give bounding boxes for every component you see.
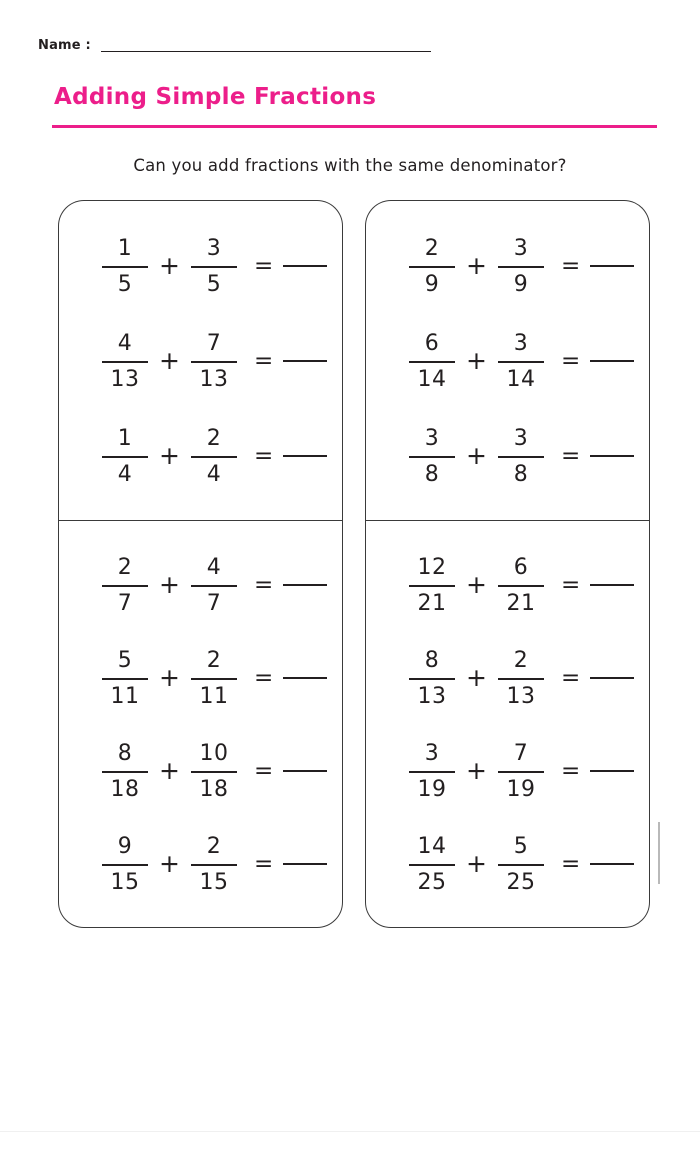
fraction-second — [186, 649, 242, 707]
denominator: 19 — [417, 776, 447, 802]
numerator: 3 — [424, 426, 440, 452]
answer-blank[interactable] — [283, 863, 327, 865]
plus-icon: + — [466, 346, 487, 375]
plus-icon: + — [159, 849, 180, 878]
fraction-bar — [498, 456, 544, 458]
fraction-bar — [191, 771, 237, 773]
fraction-bar — [498, 585, 544, 587]
denominator: 9 — [513, 271, 529, 297]
equals-icon: = — [560, 442, 581, 469]
fraction-bar — [191, 678, 237, 680]
fraction-bar — [102, 771, 148, 773]
problem-row — [378, 725, 637, 818]
fraction-second — [493, 237, 549, 295]
name-row — [38, 38, 431, 55]
fraction-first — [404, 556, 460, 614]
fraction-bar — [102, 456, 148, 458]
plus-icon: + — [466, 441, 487, 470]
fraction-first — [97, 332, 153, 390]
fraction-bar — [409, 864, 455, 866]
answer-blank[interactable] — [283, 584, 327, 586]
problem-row — [378, 539, 637, 632]
answer-blank[interactable] — [590, 265, 634, 267]
numerator: 3 — [513, 331, 529, 357]
answer-blank[interactable] — [283, 265, 327, 267]
fraction-first — [97, 427, 153, 485]
equals-icon: = — [560, 347, 581, 374]
equals-icon: = — [560, 252, 581, 279]
denominator: 5 — [117, 271, 133, 297]
fraction-bar — [498, 678, 544, 680]
fraction-bar — [191, 266, 237, 268]
denominator: 25 — [506, 869, 536, 895]
numerator: 6 — [513, 555, 529, 581]
problem-row — [71, 818, 330, 911]
numerator: 2 — [206, 426, 222, 452]
plus-icon: + — [466, 663, 487, 692]
page-title: Adding Simple Fractions — [54, 84, 377, 110]
fraction-bar — [409, 771, 455, 773]
fraction-bar — [102, 266, 148, 268]
fraction-first — [97, 835, 153, 893]
numerator: 2 — [206, 648, 222, 674]
numerator: 1 — [117, 426, 133, 452]
fraction-first — [404, 649, 460, 707]
answer-blank[interactable] — [590, 455, 634, 457]
numerator: 2 — [117, 555, 133, 581]
numerator: 4 — [206, 555, 222, 581]
fraction-bar — [191, 585, 237, 587]
fraction-bar — [498, 771, 544, 773]
numerator: 5 — [513, 834, 529, 860]
denominator: 11 — [110, 683, 140, 709]
problem-row — [378, 314, 637, 409]
fraction-bar — [102, 678, 148, 680]
answer-blank[interactable] — [590, 770, 634, 772]
numerator: 2 — [206, 834, 222, 860]
equals-icon: = — [253, 347, 274, 374]
denominator: 13 — [506, 683, 536, 709]
numerator: 3 — [513, 236, 529, 262]
denominator: 13 — [110, 366, 140, 392]
numerator: 12 — [417, 555, 447, 581]
fraction-bar — [498, 266, 544, 268]
answer-blank[interactable] — [590, 677, 634, 679]
numerator: 2 — [513, 648, 529, 674]
denominator: 14 — [417, 366, 447, 392]
denominator: 4 — [117, 461, 133, 487]
equals-icon: = — [253, 252, 274, 279]
panel-bottom-right — [365, 520, 650, 928]
fraction-first — [97, 742, 153, 800]
name-label: Name : — [38, 38, 91, 53]
fraction-bar — [191, 864, 237, 866]
denominator: 7 — [117, 590, 133, 616]
numerator: 6 — [424, 331, 440, 357]
panel-bottom-left — [58, 520, 343, 928]
fraction-second — [493, 427, 549, 485]
numerator: 7 — [513, 741, 529, 767]
fraction-second — [493, 649, 549, 707]
equals-icon: = — [560, 664, 581, 691]
fraction-second — [186, 332, 242, 390]
answer-blank[interactable] — [590, 863, 634, 865]
fraction-second — [186, 427, 242, 485]
page-bottom-artifact — [0, 1131, 700, 1132]
denominator: 18 — [110, 776, 140, 802]
fraction-bar — [409, 361, 455, 363]
equals-icon: = — [253, 850, 274, 877]
numerator: 8 — [117, 741, 133, 767]
fraction-second — [493, 742, 549, 800]
numerator: 3 — [513, 426, 529, 452]
fraction-second — [186, 556, 242, 614]
equals-icon: = — [253, 664, 274, 691]
fraction-bar — [409, 456, 455, 458]
plus-icon: + — [466, 251, 487, 280]
fraction-second — [186, 237, 242, 295]
numerator: 9 — [117, 834, 133, 860]
problem-row — [71, 409, 330, 504]
fraction-bar — [102, 361, 148, 363]
numerator: 5 — [117, 648, 133, 674]
denominator: 4 — [206, 461, 222, 487]
denominator: 11 — [199, 683, 229, 709]
fraction-first — [404, 427, 460, 485]
plus-icon: + — [466, 570, 487, 599]
denominator: 19 — [506, 776, 536, 802]
problem-row — [71, 219, 330, 314]
plus-icon: + — [159, 570, 180, 599]
fraction-bar — [191, 361, 237, 363]
plus-icon: + — [159, 756, 180, 785]
fraction-bar — [498, 864, 544, 866]
denominator: 25 — [417, 869, 447, 895]
denominator: 21 — [417, 590, 447, 616]
plus-icon: + — [159, 251, 180, 280]
denominator: 21 — [506, 590, 536, 616]
fraction-bar — [102, 864, 148, 866]
fraction-bar — [409, 585, 455, 587]
equals-icon: = — [560, 850, 581, 877]
answer-blank[interactable] — [283, 455, 327, 457]
problem-row — [71, 632, 330, 725]
fraction-second — [493, 332, 549, 390]
numerator: 8 — [424, 648, 440, 674]
answer-blank[interactable] — [590, 584, 634, 586]
plus-icon: + — [159, 663, 180, 692]
problem-row — [71, 314, 330, 409]
equals-icon: = — [253, 757, 274, 784]
page-edge-artifact — [658, 822, 660, 884]
plus-icon: + — [466, 849, 487, 878]
numerator: 2 — [424, 236, 440, 262]
answer-blank[interactable] — [283, 770, 327, 772]
denominator: 18 — [199, 776, 229, 802]
plus-icon: + — [159, 346, 180, 375]
numerator: 1 — [117, 236, 133, 262]
instruction-text: Can you add fractions with the same denominator? — [133, 156, 567, 175]
denominator: 9 — [424, 271, 440, 297]
problem-row — [71, 539, 330, 632]
title-divider — [52, 125, 657, 128]
fraction-second — [493, 835, 549, 893]
denominator: 14 — [506, 366, 536, 392]
fraction-first — [97, 556, 153, 614]
denominator: 15 — [110, 869, 140, 895]
numerator: 7 — [206, 331, 222, 357]
fraction-bar — [191, 456, 237, 458]
fraction-second — [493, 556, 549, 614]
problem-row — [378, 219, 637, 314]
problem-row — [378, 409, 637, 504]
numerator: 3 — [424, 741, 440, 767]
fraction-second — [186, 742, 242, 800]
fraction-bar — [409, 678, 455, 680]
denominator: 15 — [199, 869, 229, 895]
equals-icon: = — [253, 571, 274, 598]
answer-blank[interactable] — [283, 677, 327, 679]
problem-row — [71, 725, 330, 818]
name-input-line[interactable] — [101, 51, 431, 52]
numerator: 3 — [206, 236, 222, 262]
denominator: 8 — [513, 461, 529, 487]
answer-blank[interactable] — [283, 360, 327, 362]
problem-row — [378, 632, 637, 725]
panel-top-right — [365, 200, 650, 520]
plus-icon: + — [159, 441, 180, 470]
fraction-first — [404, 332, 460, 390]
numerator: 10 — [199, 741, 229, 767]
denominator: 5 — [206, 271, 222, 297]
equals-icon: = — [560, 571, 581, 598]
denominator: 8 — [424, 461, 440, 487]
fraction-bar — [102, 585, 148, 587]
fraction-second — [186, 835, 242, 893]
fraction-first — [97, 237, 153, 295]
fraction-bar — [498, 361, 544, 363]
numerator: 4 — [117, 331, 133, 357]
problem-panels — [58, 200, 658, 928]
fraction-first — [97, 649, 153, 707]
denominator: 13 — [199, 366, 229, 392]
problem-row — [378, 818, 637, 911]
fraction-first — [404, 237, 460, 295]
plus-icon: + — [466, 756, 487, 785]
denominator: 13 — [417, 683, 447, 709]
numerator: 14 — [417, 834, 447, 860]
fraction-bar — [409, 266, 455, 268]
answer-blank[interactable] — [590, 360, 634, 362]
denominator: 7 — [206, 590, 222, 616]
fraction-first — [404, 742, 460, 800]
equals-icon: = — [253, 442, 274, 469]
panel-top-left — [58, 200, 343, 520]
equals-icon: = — [560, 757, 581, 784]
fraction-first — [404, 835, 460, 893]
